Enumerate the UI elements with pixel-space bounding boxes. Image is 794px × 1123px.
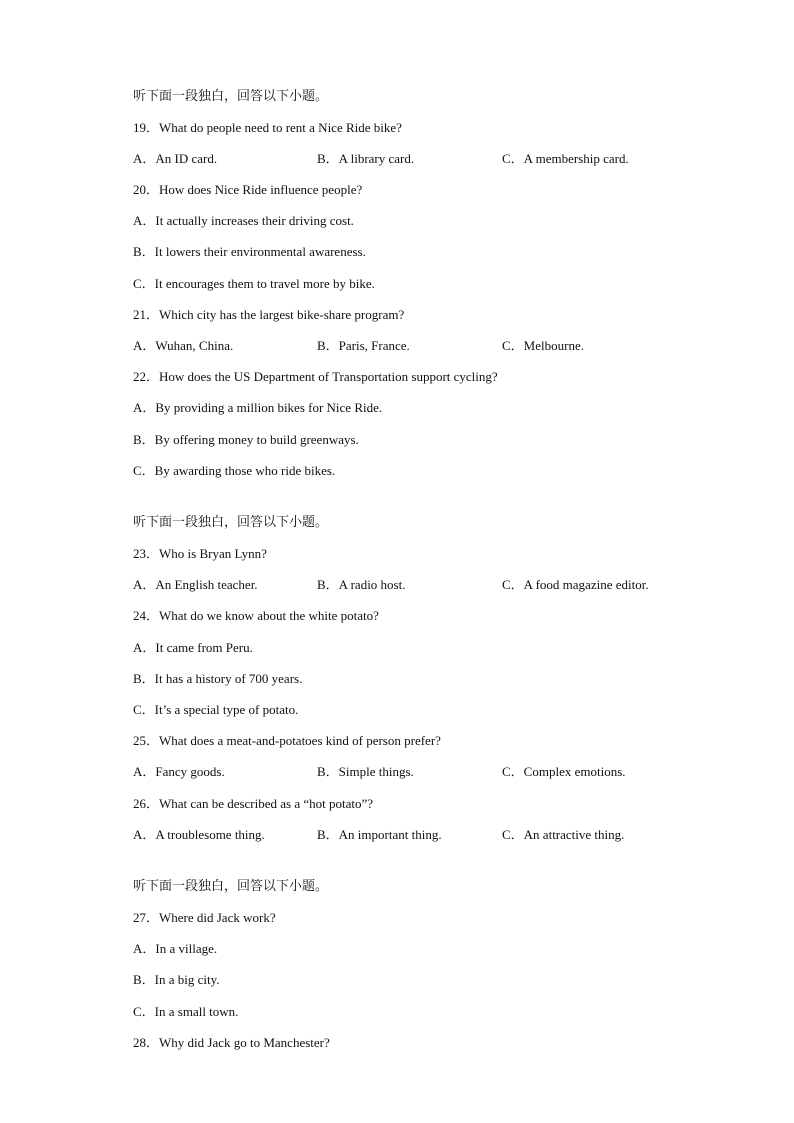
option-b: B．Paris, France.	[317, 338, 410, 353]
option-a: A．Wuhan, China.	[133, 338, 234, 353]
option-b: B．It has a history of 700 years.	[133, 671, 303, 686]
question-stem: 27．Where did Jack work?	[133, 910, 276, 925]
option-a: A．By providing a million bikes for Nice Ride.	[133, 400, 383, 415]
option-c: C．It encourages them to travel more by bike.	[133, 276, 375, 291]
option-b: B．By offering money to build greenways.	[133, 432, 359, 447]
option-a: A．In a village.	[133, 941, 218, 956]
option-row	[133, 764, 693, 780]
option-a: A．Fancy goods.	[133, 764, 225, 779]
question-stem: 22．How does the US Department of Transportation support cycling?	[133, 369, 498, 384]
option-c: C．A membership card.	[502, 151, 629, 166]
option-c: C．A food magazine editor.	[502, 577, 649, 592]
option-b: B．An important thing.	[317, 827, 442, 842]
option-a: A．It actually increases their driving cost.	[133, 213, 354, 228]
question-stem: 24．What do we know about the white potato?	[133, 608, 379, 623]
option-b: B．A radio host.	[317, 577, 406, 592]
question-stem: 21．Which city has the largest bike-share program?	[133, 307, 405, 322]
option-row	[133, 577, 693, 593]
option-a: A．It came from Peru.	[133, 640, 253, 655]
option-row	[133, 338, 693, 354]
option-a: A．An English teacher.	[133, 577, 258, 592]
option-c: C．By awarding those who ride bikes.	[133, 463, 336, 478]
option-c: C．An attractive thing.	[502, 827, 625, 842]
question-stem: 23．Who is Bryan Lynn?	[133, 546, 267, 561]
section-heading: 听下面一段独白，回答以下小题。	[133, 515, 329, 530]
option-c: C．Melbourne.	[502, 338, 584, 353]
question-stem: 26．What can be described as a “hot potato”?	[133, 796, 374, 811]
option-a: A．A troublesome thing.	[133, 827, 265, 842]
question-stem: 19．What do people need to rent a Nice Ride bike?	[133, 120, 402, 135]
option-c: C．Complex emotions.	[502, 764, 626, 779]
option-row	[133, 827, 693, 843]
question-stem: 28．Why did Jack go to Manchester?	[133, 1035, 330, 1050]
option-row	[133, 151, 693, 167]
option-b: B．A library card.	[317, 151, 415, 166]
question-stem: 25．What does a meat-and-potatoes kind of person prefer?	[133, 733, 441, 748]
option-b: B．Simple things.	[317, 764, 414, 779]
option-c: C．It’s a special type of potato.	[133, 702, 299, 717]
option-c: C．In a small town.	[133, 1004, 239, 1019]
option-a: A．An ID card.	[133, 151, 218, 166]
option-b: B．In a big city.	[133, 972, 220, 987]
section-heading: 听下面一段独白，回答以下小题。	[133, 879, 329, 894]
question-stem: 20．How does Nice Ride influence people?	[133, 182, 363, 197]
section-heading: 听下面一段独白，回答以下小题。	[133, 89, 329, 104]
option-b: B．It lowers their environmental awareness.	[133, 244, 366, 259]
